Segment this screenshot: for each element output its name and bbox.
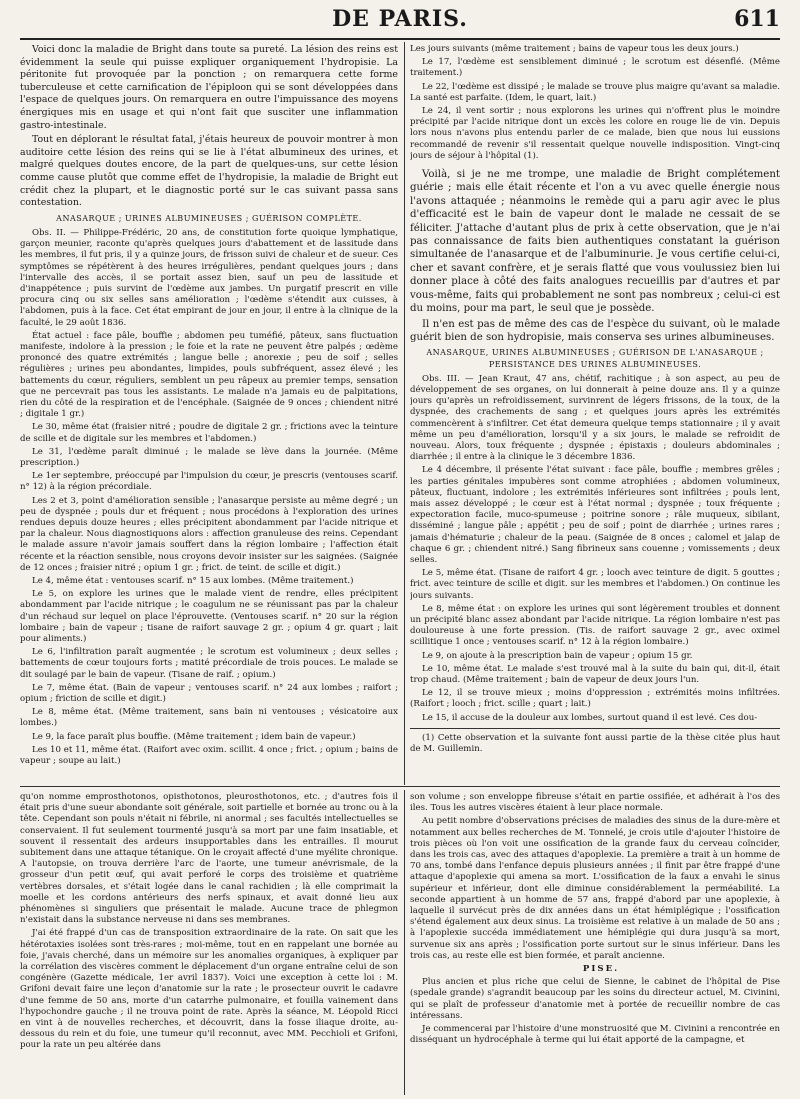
paragraph: Le 22, l'œdème est dissipé ; le malade se trouve plus maigre qu'avant sa maladie. La santé est parfaite. (Idem, le quart, lait.) — [410, 81, 780, 103]
paragraph: Le 1er septembre, préoccupé par l'impulsion du cœur, je prescris (ventouses scarif. n° 12) à la région précordiale. — [20, 471, 398, 493]
left-bottom-column — [20, 792, 398, 1095]
paragraph: Le 31, l'œdème paraît diminué ; le malade se lève dans la journée. (Même prescription.) — [20, 446, 398, 468]
paragraph: Le 9, la face paraît plus bouffie. (Même traitement ; idem bain de vapeur.) — [32, 731, 356, 742]
footnote-rule — [410, 728, 780, 729]
section-heading: PISE. — [582, 964, 620, 975]
footnote: (1) Cette observation et la suivante font aussi partie de la thèse citée plus haut de M. Guillemin. — [410, 732, 780, 755]
right-top-column — [410, 44, 780, 782]
paragraph: Le 12, il se trouve mieux ; moins d'oppression ; extrémités moins infiltrées. (Raifort ; looch ; frict. scille ; quart ; lait.) — [410, 688, 780, 710]
observation: Obs. II. — Philippe-Frédéric, 20 ans, de constitution forte quoique lymphatique, garçon meunier, raconte qu'après quelques jours d'abattement et de lassitude dans les membres, il fut pris, il y a quinze jours, de frisson suivi de chaleur et de sueur. Ces symptômes se répétèrent à des heures irrégulières, pendant quelques jours ; dans l'intervalle des accès, il se portait assez bien, sauf un peu de lassitude et d'inappétence ; puis survint de l'œdème aux jambes. Un purgatif prescrit en ville procura cinq ou six selles sans amélioration ; l'œdème s'étendit aux cuisses, à l'abdomen, puis à la face. Cet état empirant de jour en jour, il entre à la clinique de la faculté, le 29 août 1836. — [20, 227, 398, 328]
paragraph: qu'on nomme emprosthotonos, opisthotonos, pleurosthotonos, etc. ; d'autres fois il était pris d'une sueur abondante soit générale, soit partielle et bornée au tronc ou à la tête. Cependant son pouls n'était ni fébrile, ni anormal ; ses facultés intellectuelles se conservaient. Il fut seulement tourmenté jusqu'à sa mort par une faim insatiable, et souvent il ressentait des ardeurs insupportables dans les entrailles. Il mourut subitement dans une attaque tétanique. On le croyait affecté d'une myélite chronique. A l'autopsie, on trouva derrière l'arc de l'aorte, une tumeur anévrismale, de la grosseur d'un petit œuf, qui avait perforé le corps des troisième et quatrième vertèbres dorsales, et s'était logée dans le canal rachidien ; là elle comprimait la moelle et les cordons antérieurs des nerfs spinaux, et avait donné lieu aux phénomènes si singuliers que présentait le malade. Aucune trace de phlegmon n'existait dans la substance nerveuse ni dans ses membranes. — [20, 792, 398, 926]
paragraph: Le 15, il accuse de la douleur aux lombes, surtout quand il est levé. Ces dou- — [422, 712, 758, 723]
paragraph: Le 8, même état. (Même traitement, sans bain ni ventouses ; vésicatoire aux lombes.) — [20, 707, 398, 729]
paragraph: Voilà, si je ne me trompe, une maladie de Bright complétement guérie ; mais elle était récente et l'on a vu avec quelle énergie nous l'avons attaquée ; néanmoins le remède qui a paru agir avec le plus d'efficacité est le bain de vapeur dont le malade ne cessait de se féliciter. J'attache d'autant plus de prix à cette observation, que je n'ai pas connaissance de faits bien authentiques constatant la guérison simultanée de l'anasarque et de l'albuminurie. Je vous certifie celui-ci, cher et savant confrère, et je serais flatté que vous voulussiez bien lui donner place à côté des faits analogues recueillis par d'autres et par vous-même, faits qui probablement ne sont pas nombreux ; celui-ci est du moins, pour ma part, le seul que je possède. — [410, 169, 780, 315]
paragraph: Le 4, même état : ventouses scarif. n° 15 aux lombes. (Même traitement.) — [32, 576, 354, 587]
left-top-column — [20, 44, 398, 782]
paragraph: État actuel : face pâle, bouffie ; abdomen peu tuméfié, pâteux, sans fluctuation manifeste, indolore à la pression ; le foie et la rate ne peuvent être palpés ; œdème prononcé des quatre extrémités ; langue belle ; anorexie ; peu de soif ; selles régulières ; urines peu abondantes, limpides, pouls subfréquent, assez élevé ; les battements du cœur, réguliers, semblent un peu râpeux au premier temps, sensation que ne percevrait pas tous les assistants. Le malade n'a jamais eu de palpitations, rien du côté de la respiration et de l'encéphale. (Saignée de 9 onces ; chiendent nitré ; digitale 1 gr.) — [20, 330, 398, 420]
page-title: DE PARIS. — [332, 6, 468, 32]
paragraph: Le 9, on ajoute à la prescription bain de vapeur ; opium 15 gr. — [422, 650, 693, 661]
paragraph: Le 24, il vent sortir ; nous explorons les urines qui n'offrent plus le moindre précipité par l'acide nitrique dont un excès les colore en rouge lie de vin. Depuis lors nous n'avons plus entendu parler de ce malade, bien que nous lui eussions recommandé de revenir s'il ressentait quelque nouvelle indisposition. Vingt-cinq jours de séjour à l'hôpital (1). — [410, 106, 780, 161]
paragraph: Le 4 décembre, il présente l'état suivant : face pâle, bouffie ; membres grêles ; les parties génitales impubères sont comme atrophiées ; abdomen volumineux, pâteux, fluctuant, indolore ; les extrémités inférieures sont infiltrées ; pouls lent, mais assez développé ; le cœur est à l'état normal ; dyspnée ; toux fréquente ; expectoration facile, muco-spumeuse ; poitrine sonore ; râle muqueux, sibilant, disséminé ; langue pâle ; appétit ; peu de soif ; point de diarrhée ; urines rares ; jamais d'hématurie ; chaleur de la peau. (Saignée de 8 onces ; calomel et jalap de chaque 6 gr. ; chiendent nitré.) Sang fibrineux sans couenne ; vomissements ; deux selles. — [410, 465, 780, 565]
section-heading: ANASARQUE ; URINES ALBUMINEUSES ; GUÉRISON COMPLÈTE. — [56, 213, 362, 223]
section-divider — [20, 786, 780, 787]
paragraph: Le 17, l'œdème est sensiblement diminué ; le scrotum est désenflé. (Même traitement.) — [410, 57, 780, 79]
column-divider-bottom — [404, 790, 405, 1095]
right-bottom-column — [410, 792, 780, 1095]
paragraph: Le 5, même état. (Tisane de raifort 4 gr. ; looch avec teinture de digit. 5 gouttes ; frict. avec teinture de scille et digit. sur les membres et l'abdomen.) On continue les jours suivants. — [410, 568, 780, 601]
paragraph: Tout en déplorant le résultat fatal, j'étais heureux de pouvoir montrer à mon auditoire cette lésion des reins qui se lie à l'état albumineux des urines, et malgré quelques doutes encore, de la part de quelques-uns, sur cette lésion comme cause plutôt que comme effet de l'hydropisie, la maladie de Bright eut crédit chez la plupart, et le diagnostic porté sur le cas suivant passa sans contestation. — [20, 134, 398, 209]
page-header — [20, 4, 780, 40]
paragraph: Le 6, l'infiltration paraît augmentée ; le scrotum est volumineux ; deux selles ; battements de cœur toujours forts ; matité précordiale de trois pouces. Le malade se dit soulagé par le bain de vapeur. (Tisane de raif. ; opium.) — [20, 647, 398, 680]
page-number: 611 — [734, 6, 780, 32]
paragraph: Il n'en est pas de même des cas de l'espèce du suivant, où le malade guérit bien de son hydropisie, mais conserva ses urines albumineuses. — [410, 318, 780, 343]
paragraph: Les jours suivants (même traitement ; bains de vapeur tous les deux jours.) — [410, 44, 739, 54]
paragraph: Le 8, même état : on explore les urines qui sont légèrement troubles et donnent un précipité blanc assez abondant par l'acide nitrique. La région lombaire n'est pas douloureuse à une forte pression. (Tis. de raifort sauvage 2 gr., avec oximel scillitique 1 once ; ventouses scarif. n° 12 à la région lombaire.) — [410, 603, 780, 648]
paragraph: Je commencerai par l'histoire d'une monstruosité que M. Civinini a rencontrée en disséquant un hydrocéphale à terme qui lui était apporté de la campagne, et — [410, 1024, 780, 1046]
paragraph: Les 2 et 3, point d'amélioration sensible ; l'anasarque persiste au même degré ; un peu de dyspnée ; pouls dur et fréquent ; nous procédons à l'exploration des urines rendues depuis douze heures ; elles précipitent abondamment par l'acide nitrique et par la chaleur. Nous diagnostiquons alors : affection granuleuse des reins. Cependant le malade assure n'avoir jamais souffert dans la région lombaire ; l'affection était récente et la réaction sensible, nous croyons devoir insister sur les saignées. (Saignée de 12 onces ; fraisier nitré ; opium 1 gr. ; frict. de teint. de scille et digit.) — [20, 495, 398, 573]
paragraph: Plus ancien et plus riche que celui de Sienne, le cabinet de l'hôpital de Pise (spedale grande) s'agrandit beaucoup par les soins du directeur actuel, M. Civinini, qui se plaît de professeur d'anatomie met à portée de recueillir nombre de cas intéressans. — [410, 977, 780, 1021]
paragraph: Le 30, même état (fraisier nitré ; poudre de digitale 2 gr. ; frictions avec la teinture de scille et de digitale sur les membres et l'abdomen.) — [20, 422, 398, 444]
observation: Obs. III. — Jean Kraut, 47 ans, chétif, rachitique ; à son aspect, au peu de développement de ses organes, on lui donnerait à peine douze ans. Il y a quinze jours qu'après un refroidissement, survinrent de légers frissons, de la toux, de la dyspnée, des crachements de sang ; et quelques jours après les extrémités commencèrent à s'infiltrer. Cet état demeura quelque temps stationnaire ; il y avait même un peu d'amélioration, lorsqu'il y a six jours, le malade se refroidit de nouveau. Alors, toux fréquente ; dyspnée ; épistaxis ; douleurs abdominales ; diarrhée ; il entre à la clinique le 3 décembre 1836. — [410, 373, 780, 463]
section-heading: ANASARQUE, URINES ALBUMINEUSES ; GUÉRISON DE L'ANASARQUE ; PERSISTANCE DES URINES ALBUMINEUSES. — [426, 348, 764, 369]
column-divider-top — [404, 42, 405, 785]
paragraph: J'ai été frappé d'un cas de transposition extraordinaire de la rate. On sait que les hétérotaxies isolées sont très-rares ; moi-même, tout en en rappelant une bornée au foie, j'avais cherché, dans un mémoire sur les anomalies organiques, à expliquer par la corrélation des viscères comment le déplacement d'un organe entraîne celui de son congénère (Gazette médicale, 1er avril 1837). Voici une exception à cette loi : M. Grifoni devait faire une leçon d'anatomie sur la rate ; le prosecteur ouvrit le cadavre d'une femme de 50 ans, morte d'un catarrhe pulmonaire, et fouilla vainement dans l'hypochondre gauche ; il ne trouva point de rate. Après la séance, M. Léopold Ricci en vint à de nouvelles recherches, et découvrit, dans la fosse iliaque droite, au-dessous du rein et du foie, une tumeur qu'il reconnut, avec MM. Pecchioli et Grifoni, pour la rate un peu altérée dans — [20, 928, 398, 1051]
paragraph: Les 10 et 11, même état. (Raifort avec oxim. scillit. 4 once ; frict. ; opium ; bains de vapeur ; soupe au lait.) — [20, 744, 398, 767]
paragraph: Le 10, même état. Le malade s'est trouvé mal à la suite du bain qui, dit-il, était trop chaud. (Même traitement ; bain de vapeur de deux jours l'un. — [410, 663, 780, 685]
paragraph: Le 5, on explore les urines que le malade vient de rendre, elles précipitent abondamment par l'acide nitrique ; le coagulum ne se réunissant pas par la chaleur d'un réchaud sur lequel on place l'éprouvette. (Ventouses scarif. n° 20 sur la région lombaire ; bain de vapeur ; tisane de raifort sauvage 2 gr. ; opium 4 gr. quart ; lait pour aliments.) — [20, 589, 398, 645]
paragraph: Au petit nombre d'observations précises de maladies des sinus de la dure-mère et notamment aux belles recherches de M. Tonnelé, je crois utile d'ajouter l'histoire de trois pièces où l'on voit une ossification de la grande faux du cerveau coïncider, dans les trois cas, avec des attaques d'apoplexie. La première a trait à un homme de 70 ans, tombé dans l'enfance depuis plusieurs années ; il finit par être frappé d'une attaque d'apoplexie qui amena sa mort. L'ossification de la faux a envahi le sinus supérieur et inférieur, dont elle diminue considérablement la perméabilité. La seconde appartient à un homme de 57 ans, frappé d'abord par une apoplexie, à laquelle il survécut près de dix années dans un état hémiplégique ; l'ossification s'étend également aux deux sinus. La troisième est relative à un malade de 50 ans ; à l'apoplexie succéda immédiatement une hémiplégie qui dura jusqu'à sa mort, survenue six ans après ; l'ossification porte surtout sur le sinus inférieur. Dans les trois cas, au reste elle est bien formée, et paraît ancienne. — [410, 816, 780, 961]
paragraph: Le 7, même état. (Bain de vapeur ; ventouses scarif. n° 24 aux lombes ; raifort ; opium ; friction de scille et digit.) — [20, 682, 398, 705]
paragraph: son volume ; son enveloppe fibreuse s'était en partie ossifiée, et adhérait à l'os des iles. Tous les autres viscères étaient à leur place normale. — [410, 792, 780, 814]
paragraph: Voici donc la maladie de Bright dans toute sa pureté. La lésion des reins est évidemment la seule qui puisse expliquer organiquement l'hydropisie. La péritonite fut provoquée par la ponction ; on remarquera cette forme tuberculeuse et cette carnification de l'épiploon qui se sont développées dans l'espace de quelques jours. On remarquera en outre l'impuissance des moyens énergiques mis en usage et qui n'ont fait que susciter une inflammation gastro-intestinale. — [20, 44, 398, 131]
